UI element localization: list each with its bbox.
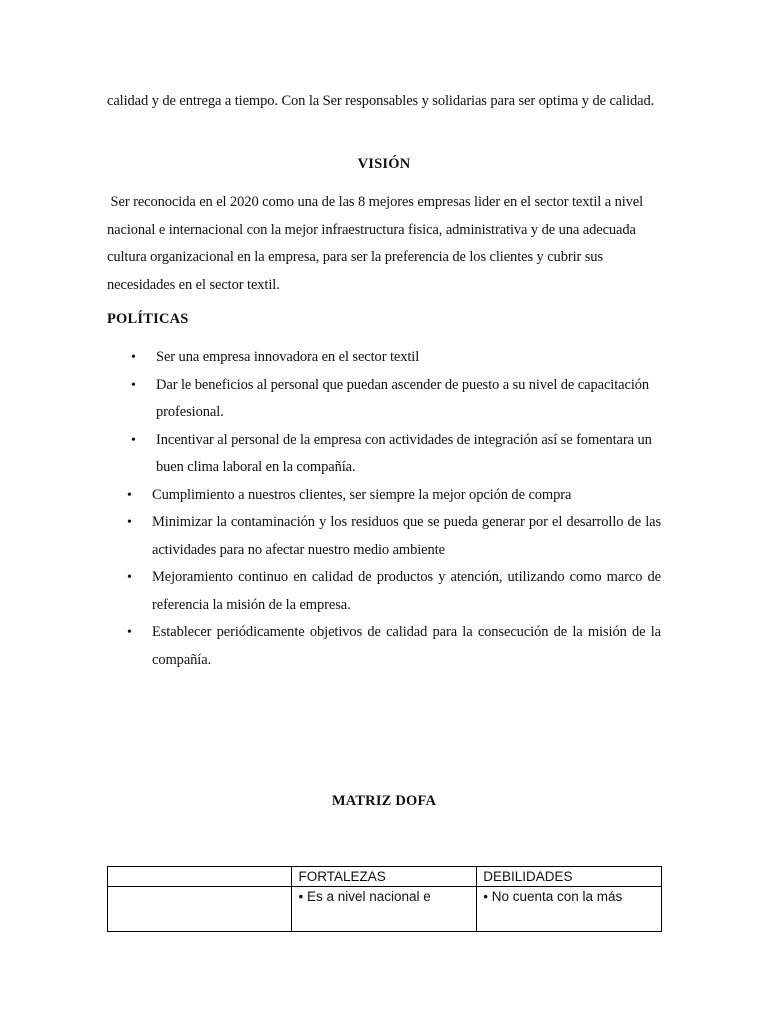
vision-heading: VISIÓN bbox=[357, 156, 411, 172]
list-item bbox=[0, 372, 768, 427]
bullet-icon: • bbox=[131, 432, 136, 448]
dofa-table bbox=[107, 866, 662, 932]
matriz-dofa-heading: MATRIZ DOFA bbox=[331, 793, 437, 809]
intro-paragraph: calidad y de entrega a tiempo. Con la Ser responsables y solidarias para ser optima y de calidad. bbox=[107, 93, 655, 109]
politicas-list bbox=[0, 344, 768, 674]
list-item bbox=[0, 344, 768, 372]
table-header-row bbox=[108, 867, 662, 887]
table-cell-debilidades: • No cuenta con la más bbox=[477, 887, 662, 932]
table-header-debilidades: DEBILIDADES bbox=[477, 867, 662, 887]
list-item bbox=[0, 564, 768, 619]
vision-paragraph: Ser reconocida en el 2020 como una de las 8 mejores empresas lider en el sector textil a nivel nacional e internacional con la mejor infraestructura fisica, administrativa y de una adecuada cultura organizacional en la empresa, para ser la preferencia de los clientes y cubrir sus necesidades en el sector textil. bbox=[107, 194, 647, 293]
table-cell bbox=[108, 887, 292, 932]
list-item-text: Ser una empresa innovadora en el sector textil bbox=[156, 349, 420, 365]
list-item bbox=[0, 482, 768, 510]
table-row bbox=[108, 887, 662, 932]
bullet-icon: • bbox=[131, 377, 136, 393]
politicas-heading: POLÍTICAS bbox=[107, 311, 189, 327]
list-item bbox=[0, 619, 768, 674]
bullet-icon: • bbox=[131, 350, 136, 365]
list-item-text: Establecer periódicamente objetivos de calidad para la consecución de la misión de la compañía. bbox=[152, 624, 661, 668]
bullet-icon: • bbox=[127, 515, 132, 530]
table-header-cell bbox=[108, 867, 292, 887]
list-item-text: Incentivar al personal de la empresa con actividades de integración así se fomentara un buen clima laboral en la compañía. bbox=[156, 431, 652, 475]
list-item bbox=[0, 427, 768, 482]
table-header-fortalezas: FORTALEZAS bbox=[292, 867, 477, 887]
list-item-text: Mejoramiento continuo en calidad de productos y atención, utilizando como marco de referencia la misión de la empresa. bbox=[152, 569, 661, 613]
bullet-icon: • bbox=[127, 487, 132, 503]
table-cell-fortalezas: • Es a nivel nacional e bbox=[292, 887, 477, 932]
list-item-text: Cumplimiento a nuestros clientes, ser siempre la mejor opción de compra bbox=[152, 486, 572, 503]
list-item-text: Dar le beneficios al personal que puedan ascender de puesto a su nivel de capacitación profesional. bbox=[156, 376, 650, 420]
list-item bbox=[0, 509, 768, 564]
list-item-text: Minimizar la contaminación y los residuos que se pueda generar por el desarrollo de las actividades para no afectar nuestro medio ambiente bbox=[152, 514, 661, 558]
bullet-icon: • bbox=[127, 625, 132, 640]
bullet-icon: • bbox=[127, 570, 132, 585]
